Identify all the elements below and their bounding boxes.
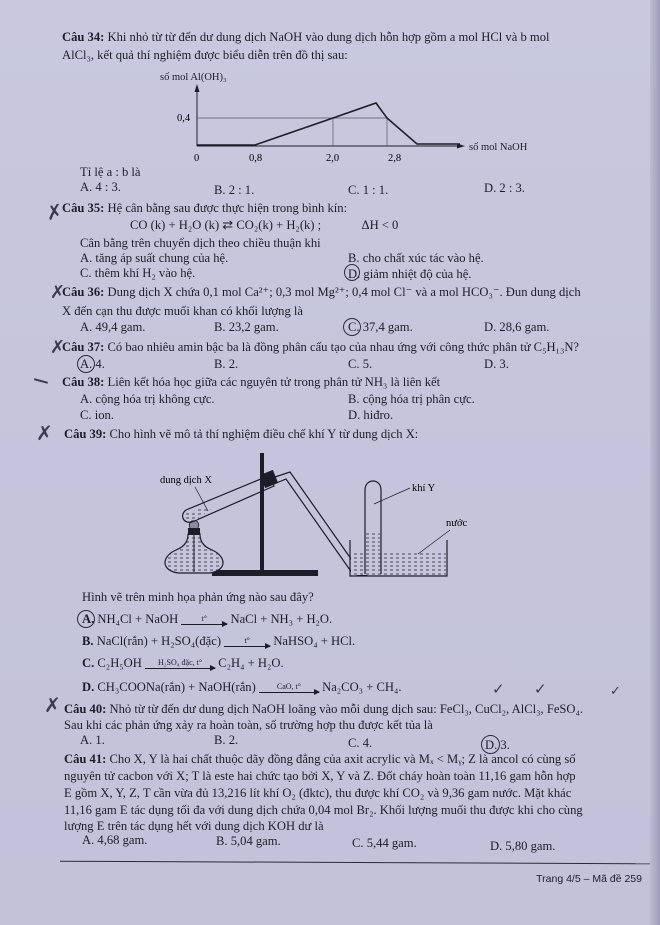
q39-prompt: Hình vẽ trên minh họa phản ứng nào sau đây? <box>82 590 314 604</box>
q39-option-b[interactable] <box>82 634 355 649</box>
q36-line1 <box>62 285 581 300</box>
opt-letter: B. <box>82 634 94 648</box>
q36-text2: X đến cạn thu được muối khan có khối lượng là <box>62 304 304 318</box>
q36-text1: Dung dịch X chứa 0,1 mol Ca²⁺; 0,3 mol Mg²⁺; 0,4 mol Cl⁻ và a mol HCO₃⁻. Đun dung dịch <box>107 285 581 299</box>
handwritten-cross-mark: ✗ <box>44 198 65 226</box>
q36-option-d[interactable]: D. 28,6 gam. <box>484 320 550 334</box>
q41-option-b[interactable]: B. 5,04 gam. <box>216 834 281 848</box>
q35-label: Câu 35: <box>62 201 105 215</box>
q37-option-b[interactable]: B. 2. <box>214 357 239 371</box>
q40-label: Câu 40: <box>64 702 107 716</box>
paper-edge <box>650 0 660 925</box>
q39-apparatus-figure <box>150 448 490 583</box>
q34-label: Câu 34: <box>62 30 105 44</box>
q38-label: Câu 38: <box>62 375 105 389</box>
q41-option-a[interactable]: A. 4,68 gam. <box>82 833 148 847</box>
q34-line1 <box>62 30 550 45</box>
q39-option-a[interactable] <box>82 612 332 627</box>
q41-line1 <box>64 752 576 767</box>
q34-option-a[interactable]: A. 4 : 3. <box>80 180 121 194</box>
q34-option-d[interactable]: D. 2 : 3. <box>484 181 525 195</box>
opt-products: C₂H₄ + H₂O. <box>218 656 284 670</box>
q34-prompt: Tỉ lệ a : b là <box>80 165 141 179</box>
q35-line <box>62 201 347 216</box>
label-solution-x: dung dịch X <box>160 475 212 486</box>
opt-products: Na₂CO₃ + CH₄. <box>322 680 402 694</box>
q37-option-c[interactable]: C. 5. <box>348 357 373 371</box>
q40-option-a[interactable]: A. 1. <box>80 733 105 747</box>
x-tick-2.8: 2,8 <box>388 153 402 164</box>
reaction-arrow-icon <box>181 615 227 625</box>
q36-label: Câu 36: <box>62 285 105 299</box>
q38-option-a[interactable]: A. cộng hóa trị không cực. <box>80 392 215 406</box>
equilibrium-arrows-icon: ⇄ <box>222 217 234 232</box>
q40-option-c[interactable]: C. 4. <box>348 736 373 750</box>
q34-chart <box>155 68 555 168</box>
q35-option-b[interactable]: B. cho chất xúc tác vào hệ. <box>348 251 484 265</box>
handwritten-check-mark: ✓ <box>492 680 505 698</box>
q35-option-d[interactable]: D. giảm nhiệt độ của hệ. <box>348 267 472 281</box>
q36-option-a[interactable]: A. 49,4 gam. <box>80 320 146 334</box>
q41-text-0: Cho X, Y là hai chất thuộc dãy đồng đẳng của axit acrylic và Mₓ < Mᵧ; Z là ancol có cùng số <box>109 752 576 766</box>
q40-option-b[interactable]: B. 2. <box>214 733 239 747</box>
q40-line1 <box>64 702 583 717</box>
q34-option-b[interactable]: B. 2 : 1. <box>214 183 255 197</box>
opt-reactants: C₂H₅OH <box>97 656 142 670</box>
label-water: nước <box>446 518 468 529</box>
q38-text: Liên kết hóa học giữa các nguyên tử trong phân tử NH₃ là liên kết <box>107 375 441 389</box>
opt-condition: t° <box>201 614 208 624</box>
handwritten-check-mark: ✓ <box>610 684 621 699</box>
q40-text2: Sau khi các phản ứng xảy ra hoàn toàn, số trường hợp thu được kết tủa là <box>64 718 433 732</box>
q35-prompt: Cân bằng trên chuyển dịch theo chiều thuận khi <box>80 236 321 250</box>
q37-text: Có bao nhiêu amin bậc ba là đồng phân cấu tạo của nhau ứng với công thức phân tử C₅H₁₃N? <box>107 340 580 354</box>
q39-label: Câu 39: <box>64 427 107 441</box>
opt-condition: H₂SO₄ đặc, t° <box>157 658 203 668</box>
handwritten-cross-mark: ✗ <box>36 421 53 445</box>
q39-line <box>64 427 418 442</box>
opt-reactants: NaCl(rắn) + H₂SO₄(đặc) <box>96 634 222 648</box>
opt-products: NaHSO₄ + HCl. <box>273 634 356 648</box>
opt-letter: C. <box>82 656 95 670</box>
q37-label: Câu 37: <box>62 340 105 354</box>
q36-option-c[interactable]: C. 37,4 gam. <box>348 320 413 334</box>
reaction-arrow-icon <box>224 637 270 647</box>
q39-option-c[interactable] <box>82 656 284 671</box>
q35-option-c[interactable]: C. thêm khí H₂ vào hệ. <box>80 266 196 280</box>
x-tick-2.0: 2,0 <box>326 153 340 164</box>
chart-xlabel: số mol NaOH <box>469 142 528 153</box>
q40-option-d[interactable]: D. 3. <box>485 738 510 752</box>
handwritten-check-mark: ✓ <box>534 680 547 698</box>
opt-letter: A. <box>82 612 95 626</box>
q39-text: Cho hình vẽ mô tả thí nghiệm điều chế khí Y từ dung dịch X: <box>109 427 419 441</box>
eq-left: CO (k) + H₂O (k) <box>130 218 220 232</box>
opt-condition: CaO, t° <box>276 682 301 692</box>
q38-option-c[interactable]: C. ion. <box>80 408 114 422</box>
q41-label: Câu 41: <box>64 752 107 766</box>
reaction-arrow-icon <box>145 659 215 669</box>
q38-option-b[interactable]: B. cộng hóa trị phân cực. <box>348 392 475 406</box>
q34-text1: Khi nhỏ từ từ đến dư dung dịch NaOH vào dung dịch hỗn hợp gồm a mol HCl và b mol <box>107 30 550 44</box>
opt-reactants: CH₃COONa(rắn) + NaOH(rắn) <box>97 680 256 694</box>
x-tick-0.8: 0,8 <box>249 153 263 164</box>
q41-option-c[interactable]: C. 5,44 gam. <box>352 836 417 850</box>
opt-products: NaCl + NH₃ + H₂O. <box>230 612 333 626</box>
q34-option-c[interactable]: C. 1 : 1. <box>348 183 389 197</box>
handwritten-dash-mark <box>34 378 48 383</box>
handwritten-cross-mark: ✗ <box>50 282 66 303</box>
q38-line <box>62 375 440 390</box>
q39-option-d[interactable] <box>82 680 402 695</box>
q34-line2: AlCl₃, kết quả thí nghiệm được biểu diễn trên đồ thị sau: <box>62 48 348 62</box>
q38-option-d[interactable]: D. hiđro. <box>348 408 394 422</box>
q35-text: Hệ cân bằng sau được thực hiện trong bình kín: <box>107 201 348 215</box>
y-tick-0.4: 0,4 <box>177 113 191 124</box>
q40-text1: Nhỏ từ từ đến dư dung dịch NaOH loãng vào mỗi dung dịch sau: FeCl₃, CuCl₂, AlCl₃, FeSO₄. <box>109 702 584 716</box>
q41-text-4: lượng E trên tác dụng hết với dung dịch KOH dư là <box>64 819 324 833</box>
q37-line <box>62 340 579 355</box>
q41-text-2: E gồm X, Y, Z, T cần vừa đủ 13,216 lít khí O₂ (đktc), thu được khí CO₂ và 9,36 gam nước. Mặt khác <box>64 786 572 800</box>
opt-letter: D. <box>82 680 95 694</box>
q36-option-b[interactable]: B. 23,2 gam. <box>214 320 279 334</box>
q37-option-a[interactable]: A. 4. <box>80 357 105 371</box>
handwritten-cross-mark: ✗ <box>44 693 61 717</box>
label-gas-y: khí Y <box>412 483 436 494</box>
q41-text-3: 11,16 gam E tác dụng tối đa với dung dịch chứa 0,04 mol Br₂. Khối lượng muối thu được khi cho cùng <box>64 803 583 817</box>
opt-condition: t° <box>244 636 250 646</box>
q37-option-d[interactable]: D. 3. <box>484 357 509 371</box>
q41-text-1: nguyên tử cacbon với X; T là este hai chức tạo bởi X, Y và Z. Đốt cháy hoàn toàn 11,16 gam hỗn hợp <box>64 769 576 783</box>
chart-ylabel: số mol Al(OH)₃ <box>160 72 227 83</box>
q41-option-d[interactable]: D. 5,80 gam. <box>490 839 556 853</box>
eq-right: CO₂(k) + H₂(k) ; <box>236 218 322 232</box>
q35-equation <box>130 217 398 233</box>
page-footer: Trang 4/5 – Mã đề 259 <box>536 873 642 885</box>
opt-reactants: NH₄Cl + NaOH <box>97 612 179 626</box>
reaction-arrow-icon <box>259 683 319 693</box>
handwritten-cross-mark: ✗ <box>50 337 66 358</box>
eq-dh: ΔH < 0 <box>361 218 399 232</box>
q35-option-a[interactable]: A. tăng áp suất chung của hệ. <box>80 251 229 265</box>
x-tick-0: 0 <box>194 153 200 164</box>
footer-divider <box>60 861 650 865</box>
